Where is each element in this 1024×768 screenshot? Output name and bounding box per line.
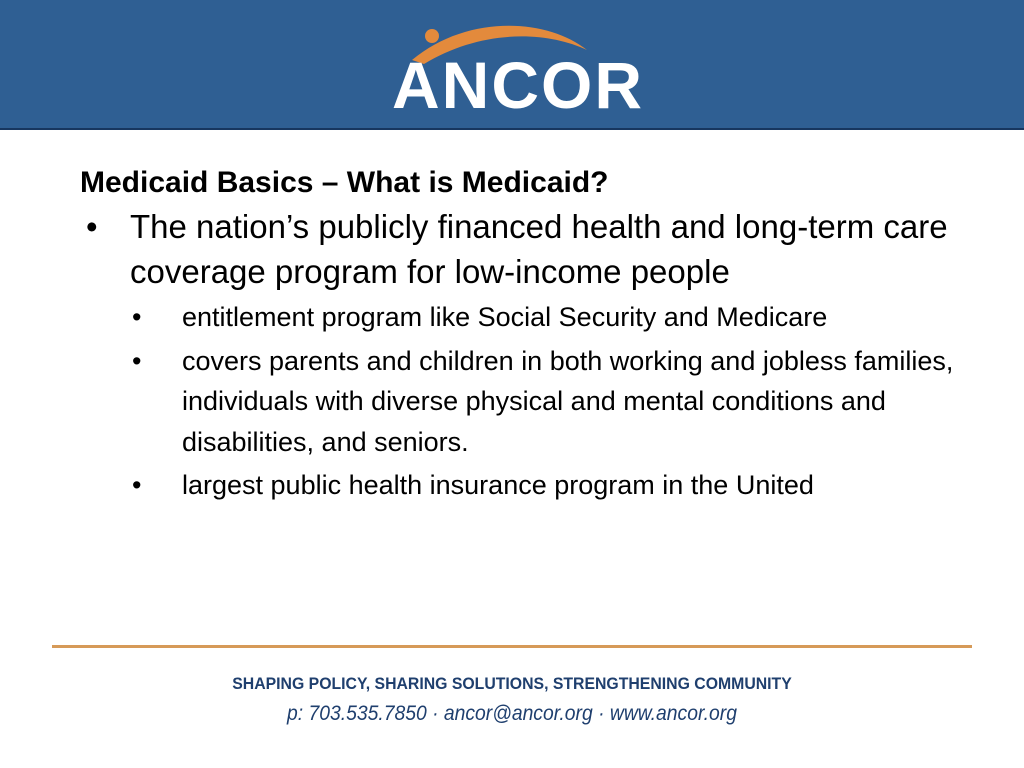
ancor-logo (372, 16, 662, 122)
sub-bullet-text: covers parents and children in both working and jobless families, individuals with diverse physical and mental conditions and disabilities, and seniors. (182, 345, 954, 457)
sub-bullet-list (80, 297, 970, 506)
bullet-item (80, 204, 970, 294)
header-banner (0, 0, 1024, 130)
bullet-marker: • (132, 470, 142, 500)
slide-content (80, 164, 970, 506)
sub-bullet-item (130, 341, 970, 463)
footer-divider (52, 645, 972, 648)
sub-bullet-text: entitlement program like Social Security and Medicare (182, 302, 828, 332)
bullet-marker: • (132, 302, 142, 332)
bullet-marker: • (86, 208, 98, 245)
slide-title: Medicaid Basics – What is Medicaid? (80, 166, 609, 199)
footer-tagline: SHAPING POLICY, SHARING SOLUTIONS, STRENGTHENING COMMUNITY (232, 674, 792, 693)
logo-wordmark: ANCOR (392, 48, 644, 122)
sub-bullet-item (130, 297, 970, 338)
footer-contact: p: 703.535.7850 · ancor@ancor.org · www.ancor.org (287, 702, 737, 725)
bullet-text: The nation’s publicly financed health and long-term care coverage program for low-income people (130, 208, 948, 290)
sub-bullet-text: largest public health insurance program in the United (182, 470, 814, 500)
sub-bullet-item (130, 465, 970, 506)
bullet-marker: • (132, 345, 142, 376)
